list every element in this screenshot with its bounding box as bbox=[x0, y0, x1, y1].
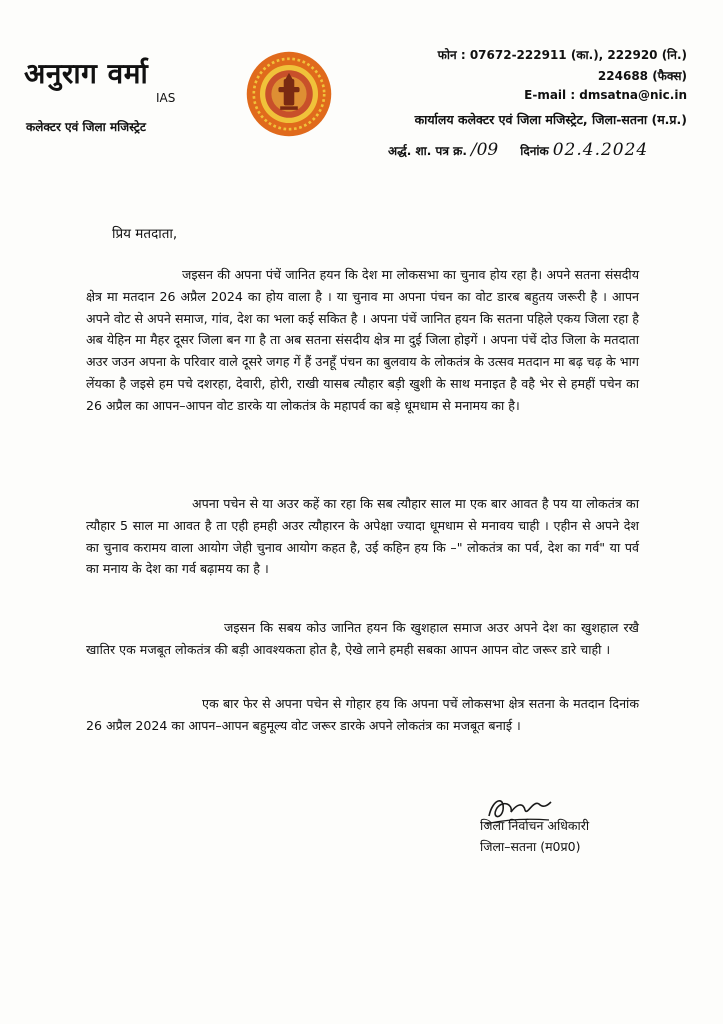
paragraph-2: अपना पचेन से या अउर कहें का रहा कि सब त्यौहार साल मा एक बार आवत है पय या लोकतंत्र का त्यौहार 5 साल मा आवत है ता एही हमही अउर त्यौहारन के अपेक्षा ज्यादा धूमधाम से मनावय चाही । एहीन से अपने देश का चुनाव करामय वाला आयोग जेही चुनाव आयोग कहत है, उई कहिन हय कि –" लोकतंत्र का पर्व, देश का गर्व" या पर्व का मनाय के देश का गर्व बढ़ामय का है । bbox=[86, 496, 639, 577]
paragraph-1: जइसन की अपना पंचें जानित हयन कि देश मा लोकसभा का चुनाव होय रहा है। अपने सतना संसदीय क्षेत्र मा मतदान 26 अप्रैल 2024 का होय वाला है । या चुनाव मा अपना पंचन का वोट डारब बहुतय जरूरी है । आपन अपने वोट से अपने समाज, गांव, देश का भला कई सकित है । अपना पंचें जानित हयन कि सतना पहिले एकय जिला रहा है अब येहिन मा मैहर दूसर जिला बन गा है ता अब सतना संसदीय क्षेत्र मा दुई जिला होइगें । अपना पंचें दोउ जिला के मतदाता अउर जउन अपना के परिवार वाले दूसरे जगह गें हैं उनहूँ पंचन का बुलवाय के लोकतंत्र के उत्सव मतदान मा बढ़ चढ़ के भाग लेंयका है जइसे हम पचे दशरहा, देवारी, होरी, राखी यासब त्यौहार बड़ी खुशी के साथ मनाइत है वहै भेर से हमहीं पचेन का 26 अप्रैल का आपन–आपन वोट डारके या लोकतंत्र के महापर्व का बड़े धूमधाम से मनामय का है। bbox=[86, 267, 639, 413]
paragraph-4: एक बार फेर से अपना पचेन से गोहार हय कि अपना पचें लोकसभा क्षेत्र सतना के मतदान दिनांक 26 अप्रैल 2024 का आपन–आपन बहुमूल्य वोट जरूर डारके अपने लोकतंत्र का मजबूत बनाई । bbox=[86, 696, 639, 733]
date-label: दिनांक bbox=[520, 144, 549, 158]
sender-designation: कलेक्टर एवं जिला मजिस्ट्रेट bbox=[26, 120, 146, 134]
reference-number: /09 bbox=[470, 140, 499, 160]
sender-name: अनुराग वर्मा bbox=[24, 57, 149, 90]
contact-email[interactable]: E-mail : dmsatna@nic.in bbox=[524, 88, 687, 102]
contact-fax: 224688 (फैक्स) bbox=[597, 69, 687, 83]
reference-line bbox=[388, 140, 648, 160]
office-address: कार्यालय कलेक्टर एवं जिला मजिस्ट्रेट, जिला-सतना (म.प्र.) bbox=[414, 112, 687, 127]
salutation: प्रिय मतदाता, bbox=[112, 226, 178, 242]
madhya-pradesh-seal-icon bbox=[245, 50, 333, 138]
sender-service: IAS bbox=[156, 91, 176, 105]
contact-phone: फोन : 07672-222911 (का.), 222920 (नि.) bbox=[437, 48, 687, 62]
signatory-title: जिला निर्वाचन अधिकारी bbox=[480, 818, 590, 833]
signatory-district: जिला–सतना (म0प्र0) bbox=[480, 839, 581, 854]
paragraph-3: जइसन कि सबय कोउ जानित हयन कि खुशहाल समाज अउर अपने देश का खुशहाल रखै खातिर एक मजबूत लोकतंत्र की बड़ी आवश्यकता होत है, ऐखे लाने हमही सबका आपन आपन वोट जरूर डारे चाही । bbox=[86, 620, 639, 657]
reference-label: अर्द्ध. शा. पत्र क्र. bbox=[388, 144, 467, 158]
letter-date: 02.4.2024 bbox=[552, 140, 649, 160]
